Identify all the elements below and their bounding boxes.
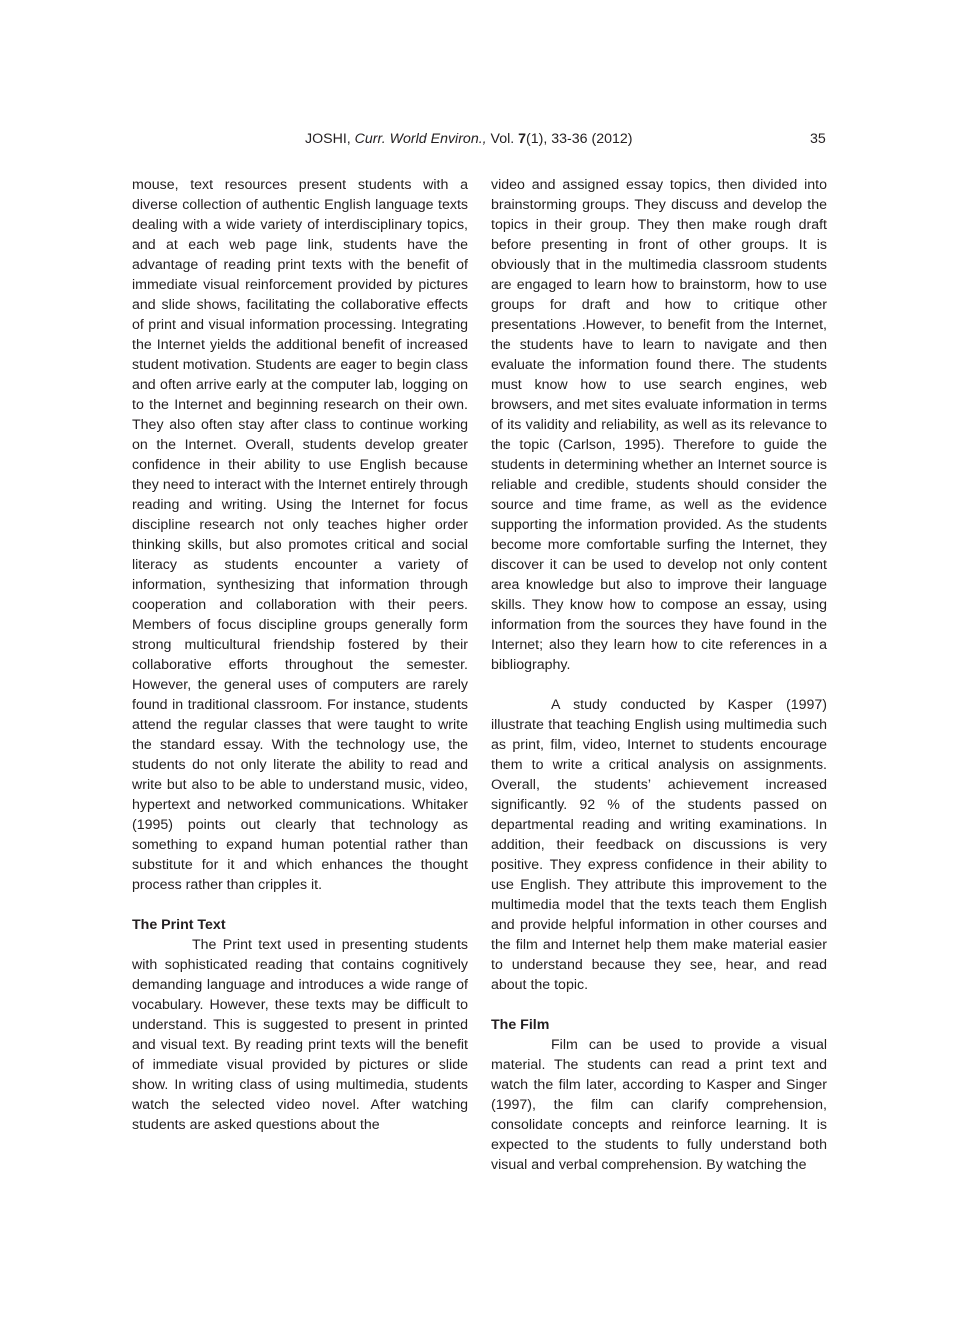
- body-paragraph: video and assigned essay topics, then divided into brainstorming groups. They discuss and develop the topics in their group. They then make rough draft before presenting in front of other groups. It is obviously that in the multimedia classroom students are engaged to learn how to brainstorm, how to use groups for draft and how to critique other presentations .However, to benefit from the Internet, the students have to learn to navigate and then evaluate the information found there. The students must know how to use search engines, web browsers, and met sites evaluate information in terms of its validity and reliability, as well as its relevance to the topic (Carlson, 1995). Therefore to guide the students in determining whether an Internet source is reliable and credible, students should consider the source and time frame, as well as the evidence supporting the information provided. As the students become more comfortable surfing the Internet, they discover it can be used to develop not only content area knowledge but also to improve their language skills. They know how to compose an essay, using information from the sources they have found in the Internet; also they learn how to cite references in a bibliography.: [491, 177, 827, 673]
- journal-citation: [305, 129, 633, 149]
- paragraph-spacer: [132, 895, 468, 915]
- body-paragraph: A study conducted by Kasper (1997) illustrate that teaching English using multimedia such as print, film, video, Internet to students encourage them to write a critical analysis on assignments. Overall, the students’ achievement increased significantly. 92 % of the students passed on departmental reading and writing examinations. In addition, their feedback on discussions is very positive. They express confidence in their ability to use English. They attribute this improvement to the multimedia model that the texts teach them English and provide helpful information in other courses and the film and Internet help them make material easier to understand because they see, hear, and read about the topic.: [491, 697, 827, 993]
- volume-prefix: Vol.: [486, 131, 519, 147]
- section-heading-film: The Film: [491, 1017, 550, 1033]
- page-number: 35: [810, 131, 826, 147]
- journal-name: Curr. World Environ.,: [354, 131, 487, 147]
- author-name: JOSHI,: [305, 131, 355, 147]
- section-heading-print-text: The Print Text: [132, 917, 226, 933]
- volume-number: 7: [518, 131, 527, 147]
- paragraph-spacer: [491, 995, 827, 1015]
- right-column: [491, 175, 827, 1175]
- body-paragraph: mouse, text resources present students with a diverse collection of authentic English language texts dealing with a wide variety of interdisciplinary topics, and at each web page link, students have the advantage of reading print texts with the benefit of immediate visual reinforcement provided by pictures and slide shows, facilitating the collaborative effects of print and visual information processing. Integrating the Internet yields the additional benefit of increased student motivation. Students are eager to begin class and often arrive early at the computer lab, logging on to the Internet and beginning research on their own. They also often stay after class to continue working on the Internet. Overall, students develop greater confidence in their ability to use English because they need to interact with the Internet entirely through reading and writing. Using the Internet for focus discipline research not only teaches higher order thinking skills, but also promotes critical and social literacy as students encounter a variety of information, synthesizing that information through cooperation and collaboration with their peers. Members of focus discipline groups generally form strong multicultural friendship fostered by their collaborative efforts throughout the semester. However, the general uses of computers are rarely found in traditional classroom. For instance, students attend the regular classes that were taught to write the standard essay. With the technology use, the students do not only literate the ability to read and write but also to be able to understand music, video, hypertext and networked communications. Whitaker (1995) points out clearly that technology as something to expand human potential rather than substitute for it and which enhances the thought process rather than cripples it.: [132, 177, 468, 893]
- body-paragraph: Film can be used to provide a visual material. The students can read a print text and watch the film later, according to Kasper and Singer (1997), the film can clarify comprehension, consolidate concepts and reinforce learning. It is expected to the students to fully understand both visual and verbal comprehension. By watching the: [491, 1037, 827, 1173]
- left-column: [132, 175, 468, 1135]
- paragraph-spacer: [491, 675, 827, 695]
- issue-pages: (1), 33-36 (2012): [526, 131, 633, 147]
- body-paragraph: The Print text used in presenting students with sophisticated reading that contains cognitively demanding language and introduces a wide range of vocabulary. However, these texts may be difficult to understand. This is suggested to present in printed and visual text. By reading print texts will the benefit of immediate visual provided by pictures or slide show. In writing class of using multimedia, students watch the selected video novel. After watching students are asked questions about the: [132, 937, 468, 1133]
